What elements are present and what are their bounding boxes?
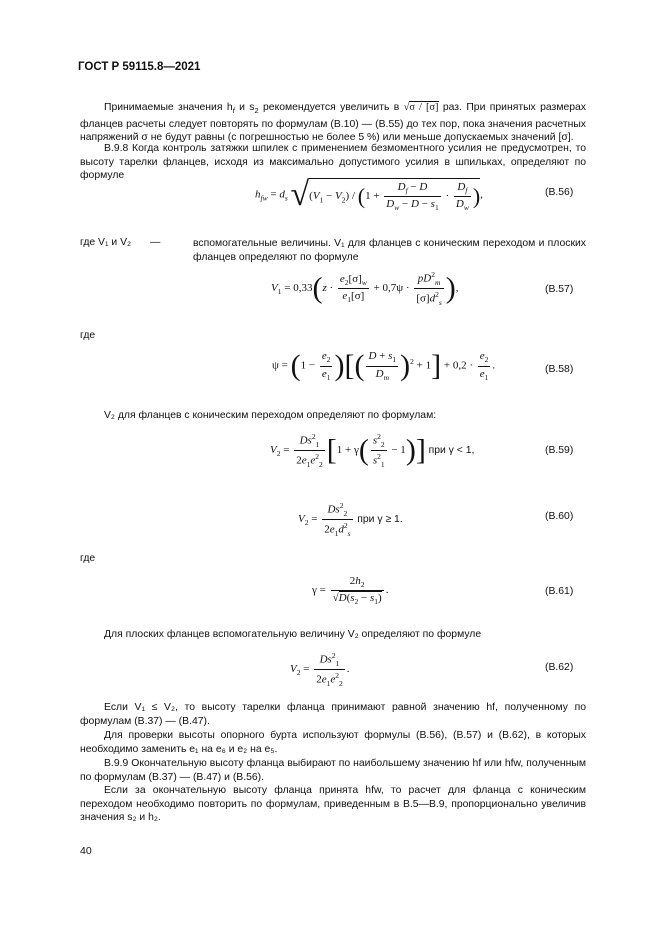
formula-b56: $h_{fw} = d_s$ $√(V_1 - V_2) / (1$ + $\frac{D_f - D}{D_w - D - s_1}$ · $\frac{D_f}{D_w}$ ),	[255, 176, 483, 213]
definition-v1-v2-term: где V₁ и V₂	[80, 237, 132, 248]
paragraph-v2-conical: V₂ для фланцев с коническим переходом определяют по формулам:	[104, 410, 437, 421]
definition-dash: —	[150, 237, 161, 248]
paragraph-b-9-8: В.9.8 Когда контроль затяжки шпилек с применением безмоментного усилия не предусмотрен, то высоту тарелки фланцев, исходя из максимально допустимого усилия в шпильках, определяют по формуле	[80, 143, 586, 182]
document-header: ГОСТ Р 59115.8—2021	[78, 61, 201, 73]
paragraph-final-height: Если за окончательную высоту фланца принята hfw, то расчет для фланца с коническим переходом необходимо повторить по формулам, приведенным в В.5—В.9, пропорционально увеличив значения s₂ и h₂.	[80, 785, 586, 824]
paragraph-if-v1-le-v2: Если V₁ ≤ V₂, то высоту тарелки фланца принимают равной значению hf, полученному по формулам (В.37) — (В.47).	[80, 702, 586, 727]
page-number: 40	[80, 845, 92, 857]
equation-number-b60: (В.60)	[545, 511, 574, 522]
equation-number-b62: (В.62)	[545, 662, 574, 673]
formula-b59: $V_2$ = $\frac{Ds^2_1}{2e_1e^2_2}$ [1 + γ( $\frac{s^2_2}{s^2_1}$ − 1)] при γ < 1,	[270, 432, 475, 469]
definition-v1-v2-text: вспомогательные величины. V₁ для фланцев с коническим переходом и плоских фланцев определяют по формуле	[193, 238, 586, 263]
formula-b57: $V_1 = 0,33(z$ · $\frac{e_2[\sigma]_w}{e_1[\sigma]}$ + 0,7ψ · $\frac{pD^2_m}{[\sigma]d^2_s}$ ),	[271, 270, 459, 307]
condition-b59: при γ < 1,	[428, 444, 475, 456]
paragraph-collar-check: Для проверки высоты опорного бурта используют формулы (В.56), (В.57) и (В.62), в которых необходимо заменить e₁ на e₆ и e₂ на e₅.	[80, 730, 586, 755]
paragraph-increase-values: Принимаемые значения $h_f$ и $s_2$ рекомендуется увеличить в √σ / [σ] раз. При принятых размерах фланцев расчеты следует повторять по формулам (В.10) — (В.55) до тех пор, пока значения расчетных напряжений σ не будут равны (с погрешностью не более 5 %) или меньше допускаемых значений [σ].	[80, 102, 586, 144]
where-label-1: где	[80, 330, 96, 341]
equation-number-b56: (В.56)	[545, 187, 574, 198]
formula-b60: $V_2$ = $\frac{Ds^2_2}{2e_1d^2_s}$ при γ ≥ 1.	[298, 501, 403, 538]
equation-number-b59: (В.59)	[545, 445, 574, 456]
formula-b61: γ = $\frac{2h_2}{√D(s_2 - s_1)}$ .	[312, 575, 389, 607]
paragraph-v2-flat: Для плоских фланцев вспомогательную величину V₂ определяют по формуле	[104, 629, 482, 640]
equation-number-b57: (В.57)	[545, 284, 574, 295]
where-label-2: где	[80, 553, 96, 564]
formula-b58: ψ = (1 − $\frac{e_2}{e_1}$ )[( $\frac{D + s_1}{D_m}$ )$^2$ + 1] + 0,2 · $\frac{e_2}{e_1}$ .	[272, 349, 496, 382]
formula-b62: $V_2$ = $\frac{Ds^2_1}{2e_1e^2_2}$ .	[290, 651, 350, 688]
paragraph-b-9-9: В.9.9 Окончательную высоту фланца выбирают по наибольшему значению hf или hfw, полученным по формулам (В.37) — (В.47) и (В.56).	[80, 758, 586, 783]
equation-number-b61: (В.61)	[545, 586, 574, 597]
condition-b60: при γ ≥ 1.	[357, 513, 403, 525]
equation-number-b58: (В.58)	[545, 364, 574, 375]
